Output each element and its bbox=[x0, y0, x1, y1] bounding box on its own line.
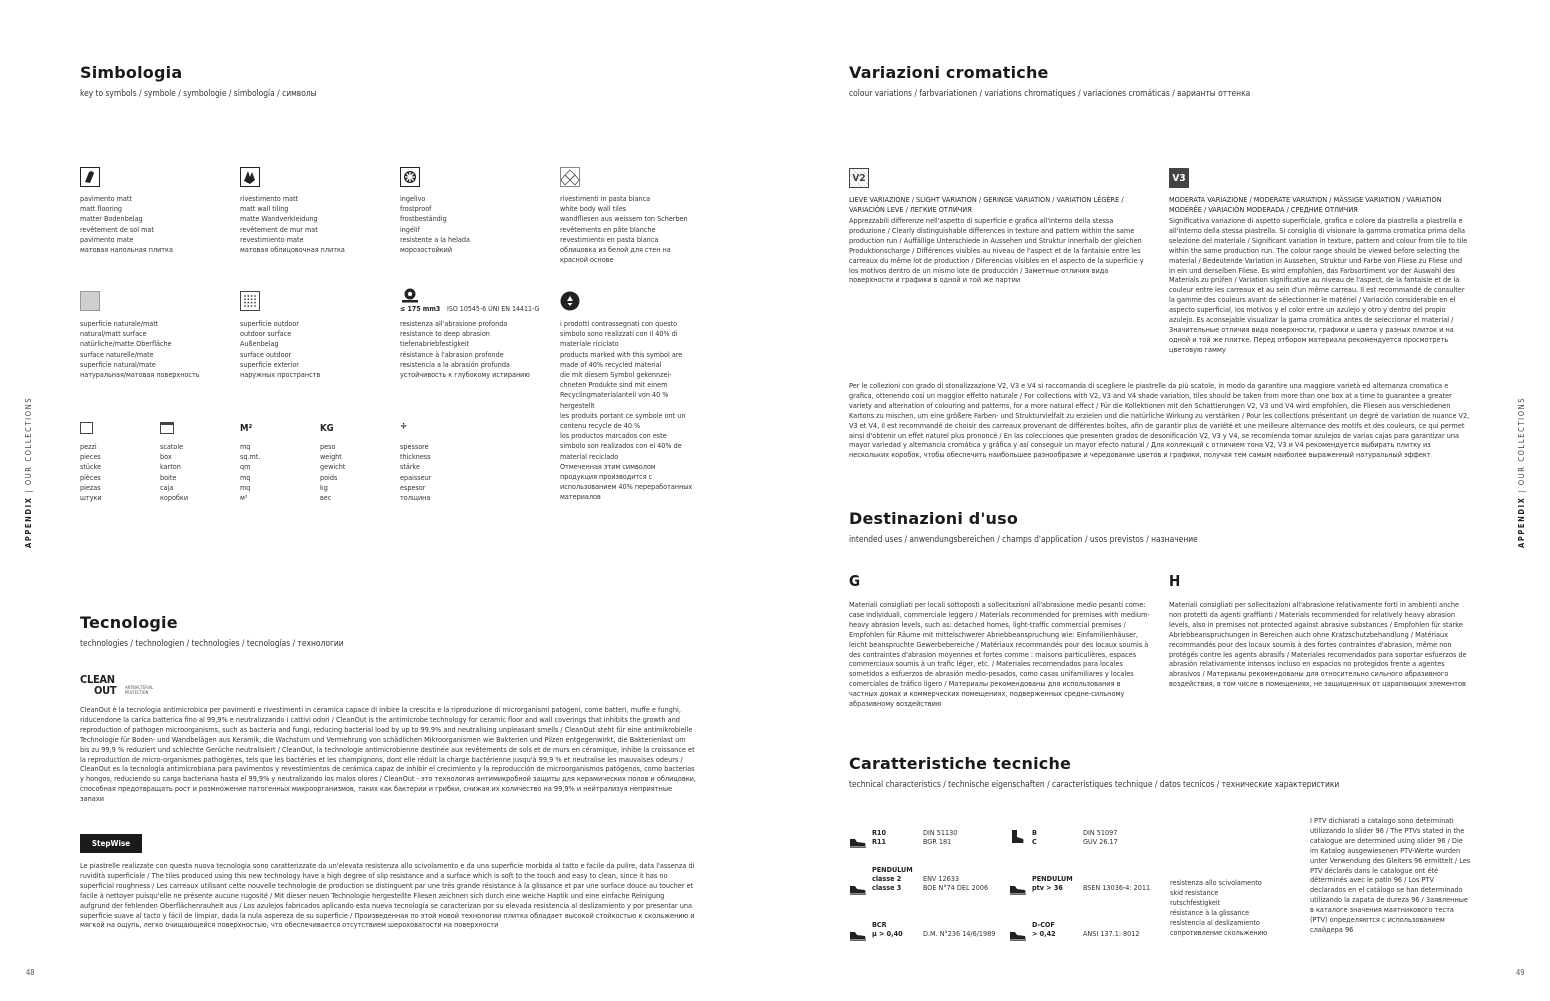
shoe-icon bbox=[1009, 880, 1027, 892]
cleanout-text: CleanOut è la tecnologia antimicrobica per pavimenti e rivestimenti in ceramica capace di inibire la crescita e la riproduzione di microrganismi patogeni, come batteri, muffe e funghi, riducendone la carica batterica fino al 99,9% e neutralizzando i cattivi odori / CleanOut is the antimicrobe technology for ceramic floor and wall coverings that inhibits the growth and reproduction of pathogen microorganisms, such as bacteria and fungi, reducing bacterial load by up to 99.9% and neutralising unpleasant smells / CleanOut steht für eine antimikrobielle Technologie für Boden- und Wandbelägen aus Keramik, die Wachstum und Vermehrung von schädlichen Mikroorganismen wie Bakterien und Pilzen entgegenwirkt, die Bakterienlast um bis zu 99,9 % reduziert und schlechte Gerüche neutralisiert / CleanOut, la technologie antimicrobienne destinée aux revêtements de sols et de murs en céramique, inhibe la croissance et la reproduction de micro-organismes pathogènes, tels que les bactéries et les champignons, dont elle réduit la charge bactérienne jusqu'à 99,9 % et neutralise les mauvaises odeurs / CleanOut es la tecnología antimicrobiana para pavimentos y revestimientos de cerámica capaz de inhibir el crecimiento y la reproducción de microorganismos patógenos, como bacterias y hongos, reduciendo su carga bacteriana hasta el 99,9% y neutralizando los malos olores / CleanOut - это технология антимикробной защиты для керамических полов и облицовки, способная предотвращать рост и размножение патогенных микроорганизмов, таких как бактерии и грибки, снижая их количество на 99,9% и нейтрализуя неприятные запахи bbox=[80, 705, 697, 804]
destinazioni-subtitle: intended uses / anwendungsbereichen / champs d'application / usos previstos / назначение bbox=[849, 534, 1198, 544]
side-label-left-rest: OUR COLLECTIONS bbox=[24, 396, 33, 486]
unit-thickness-text: spessore thickness stärke epaisseur espesor толщина bbox=[400, 442, 432, 503]
cleanout-logo-line2: OUT bbox=[94, 684, 117, 697]
shoe-icon bbox=[849, 926, 867, 938]
unit-thickness-head: ÷ bbox=[400, 421, 408, 432]
shoe-icon bbox=[1009, 926, 1027, 938]
use-h-letter: H bbox=[1169, 572, 1181, 590]
boot-icon bbox=[1009, 829, 1025, 845]
natural-surface-icon bbox=[80, 291, 100, 311]
tech-ptv-code: PENDULUM ptv > 36 bbox=[1032, 874, 1073, 893]
tech-dcof-code: D-COF > 0,42 bbox=[1032, 920, 1056, 939]
v2-text: Apprezzabili differenze nell'aspetto di superficie e grafica all'interno della stessa produzione / Clearly distinguishable differences in texture and pattern within the same production run / Auffällige Unterschiede in Aussehen und Struktur innerhalb der gleichen Produktionscharge / Différences visibles au niveau de l'aspect et de la fantaisie entre les carreaux du même lot de production / Diferencias visibles en el aspecto de la superficie y los motivos dentro de un mismo lote de producción / Заметные отличия вида поверхности и графики в одной и той же партии bbox=[849, 216, 1144, 285]
white-body-icon bbox=[560, 167, 580, 187]
symbol-abrasion-text: resistenza all'abrasione profonda resistance to deep abrasion tiefenabriebfestigkeit résistance à l'abrasion profonde resistencia a la abrasión profunda устойчивость к глубокому истиранию bbox=[400, 319, 530, 380]
tech-ptv-std: BSEN 13036-4: 2011 bbox=[1083, 883, 1151, 892]
tech-dcof-std: ANSI 137.1: 8012 bbox=[1083, 929, 1140, 938]
outdoor-surface-icon bbox=[240, 291, 260, 311]
variazioni-note: Per le collezioni con grado di stonalizzazione V2, V3 e V4 si raccomanda di scegliere le piastrelle da più scatole, in modo da garantire una maggiore varietà ed alternanza cromatica e grafica, ottenendo così un maggior effetto naturale / For collections with V2, V3 and V4 shade variation, tiles should be taken from more than one box at a time to guarantee a greater variety and alternation of colouring and patterns, for a more natural effect / Für die Kollektionen mit den Schattierungen V2, V3 und V4 wird empfohlen, die Fliesen aus verschiedenen Kartons zu mischen, um eine größere Farben- und Strukturvielfalt zu erzielen und die natürliche Wirkung zu verstärken / Pour les collections présentant un degré de variation de nuance V2, V3 et V4, il est recommandé de choisir des carreaux provenant de différentes boîtes, afin de garantir plus de variété et une meilleure alternance des motifs et des couleurs, ce qui permet ainsi d'obtenir un effet naturel plus prononcé / En las colecciones que presenten grados de desonificación V2, V3 y V4, se recomienda tomar azulejos de varias cajas para garantizar una mayor variedad y alternancia cromática y gráfica y así conseguir un mayor efecto natural / Для коллекций с отличием тона V2, V3 и V4 рекомендуется выбирать плитку из нескольких коробок, чтобы обеспечить наибольшее разнообразие и чередование цветов и графики, получая тем самым наиболее выраженный натуральный эффект bbox=[849, 381, 1470, 460]
abrasion-icon bbox=[400, 287, 420, 303]
variazioni-title: Variazioni cromatiche bbox=[849, 63, 1049, 82]
tech-bc-std: DIN 51097 GUV 26.17 bbox=[1083, 828, 1118, 847]
cleanout-logo-line1: CLEAN bbox=[80, 673, 115, 686]
wall-tile-icon bbox=[240, 167, 260, 187]
unit-m2-text: mq sq.mt. qm mq mq м² bbox=[240, 442, 261, 503]
v3-badge: V3 bbox=[1169, 168, 1189, 188]
unit-m2-head: M² bbox=[240, 423, 253, 434]
caratteristiche-title: Caratteristiche tecniche bbox=[849, 754, 1072, 773]
frost-icon bbox=[400, 167, 420, 187]
tech-pendulum-code: PENDULUM classe 2 classe 3 bbox=[872, 865, 913, 893]
piece-icon bbox=[80, 422, 93, 434]
symbol-recycled-text: i prodotti contrassegnati con questo simbolo sono realizzati con il 40% di materiale riciclato products marked with this symbol are made of 40% recycled material die mit diesem Symbol gekennzei- chneten Produkte sind mit einem Recyclingmaterialanteil von 40 % hergestellt les produits portant ce symbole ont un contenu recycle de 40 % los productos marcados con este simbolo son realizados con el 40% de material reciclado Отмеченная этим символом продукция производится с использованием 40% переработанных материалов bbox=[560, 319, 693, 502]
side-label-right-sep: | bbox=[1517, 485, 1526, 497]
page-number-right: 49 bbox=[1516, 968, 1525, 977]
tech-r10-code: R10 R11 bbox=[872, 828, 886, 847]
symbol-wall-text: rivestimento matt matt wall tiling matte Wandverkleidung revêtement de mur mat revestimiento mate матовая облицовочная плитка bbox=[240, 194, 345, 255]
tech-bc-code: B C bbox=[1032, 828, 1037, 847]
cleanout-logo bbox=[80, 675, 170, 699]
unit-kg-head: KG bbox=[320, 423, 334, 434]
box-icon bbox=[160, 422, 174, 434]
stepwise-logo: StepWise bbox=[80, 834, 142, 853]
slip-resistance-label: resistenza allo scivolamento skid resistance rutschfestigkeit résistance à la glissance resistencia al deslizamiento сопротивление скольжению bbox=[1170, 878, 1268, 937]
caratteristiche-subtitle: technical characteristics / technische eigenschaften / caracteristiques technique / datos tecnicos / технические характеристики bbox=[849, 779, 1340, 789]
unit-kg-text: peso weight gewicht poids kg вес bbox=[320, 442, 346, 503]
tecnologie-subtitle: technologies / technologien / technologies / tecnologías / технологии bbox=[80, 638, 344, 648]
side-label-left bbox=[24, 397, 33, 548]
symbol-white-body-text: rivestimenti in pasta bianca white body wall tiles wandfliesen aus weissem ton Scherben revêtements en pâte blanche revestimiento en pasta blanca облицовка из белой для стен на красной основе bbox=[560, 194, 688, 265]
v2-heading: LIEVE VARIAZIONE / SLIGHT VARIATION / GERINGE VARIATION / VARIATION LÉGÈRE / VARIACIÓN LEVE / ЛЕГКИЕ ОТЛИЧИЯ bbox=[849, 195, 1124, 214]
abrasion-norm: ISO 10545-6 UNI EN 14411-G bbox=[447, 305, 540, 313]
symbol-natural-text: superficie naturale/matt natural/matt surface natürliche/matte Oberfläche surface naturelle/mate superficie natural/mate натуральная/матовая поверхность bbox=[80, 319, 200, 380]
v3-text: Significativa variazione di aspetto superficiale, grafica e colore da piastrella a piastrella e all'interno della stessa piastrella. Si consiglia di visionare la gamma cromatica prima della selezione del materiale / Significant variation in texture, pattern and colour from tile to tile within the same production run. The colour range should be viewed before selecting the material / Bedeutende Variation in Aussehen, Struktur und Farbe von Fliese zu Fliese und in ein und derselben Fliese. Es wird empfohlen, das Farbsortiment vor der Auswahl des Materials zu prüfen / Variation significative au niveau de l'aspect, de la fantaisie et de la couleur entre les carreaux et au sein d'un même carreau. Il est recommandé de consulter la gamme des couleurs avant de sélectionner le matériel / Variación considerable en el aspecto superficial, los motivos y el color entre un azulejo y otro y dentro del propio azulejo. Es aconsejable visualizar la gama cromática antes de seleccionar el material / Значительные отличия вида поверхности, графики и цвета у разных плиток и на одной и той же плитке. Перед отбором материала рекомендуется просмотреть цветовую гамму bbox=[1169, 216, 1468, 354]
side-label-right bbox=[1517, 397, 1526, 548]
use-h-text: Materiali consigliati per sollecitazioni all'abrasione relativamente forti in ambienti anche non protetti da agenti graffianti / Materials recommended for relatively heavy abrasion levels, also in premises not protected against abrasive substances / Empfohlen für starke Abriebbeanspruchungen in Bereichen auch ohne Kratzschutzbehandlung / Matériaux recommandés pour des locaux soumis à des fortes contraintes d'abrasion, même non protégés contre les agents abrasifs / Materiales recomendados para soportar esfuerzos de abrasión relativamente intensos incluso en espacios no protegidos frente a agentes abrasivos / Материалы рекомендованы для относительно сильного абразивного воздействия, в том числе в помещениях, не защищенных от царапающих элементов bbox=[1169, 600, 1467, 689]
tech-r10-std: DIN 51130 BGR 181 bbox=[923, 828, 958, 847]
use-g-text: Materiali consigliati per locali sottoposti a sollecitazioni all'abrasione medio pesanti come: case individuali, commerciale leggero / Materials recommended for premises with medium-heavy abrasion levels, such as: detached homes, light-traffic commercial premises / Empfohlen für Räume mit mittelschwerer Abriebbeanspruchung wie: Einfamilienhäuser, leicht beanspruchte Gewerbebereiche / Matériaux recommandés pour des locaux soumis à des contraintes d'abrasion moyennes et fortes comme : maisons particulières, espaces commerciaux soumis à un trafic léger, etc. / Materiales recomendados para locales sometidos a esfuerzos de abrasión medio-pesados, como casas unifamiliares y locales comerciales de tráfico ligero / Материалы рекомендованы для использования в частных домах и коммерческих помещениях, подверженных средне-сильному абразивному воздействию bbox=[849, 600, 1150, 709]
ptv-note: I PTV dichiarati a catalogo sono determinati utilizzando lo slider 96 / The PTVs stated in the catalogue are determined using slider 96 / Die im Katalog ausgewiesenen PTV-Werte wurden unter Verwendung des Gleiters 96 ermittelt / Les PTV déclarés dans le catalogue ont été déterminés avec le patin 96 / Los PTV declarados en el catálogo se han determinado utilizando la zapata de dureza 96 / Заявленные в каталоге значения маятникового теста (PTV) определяются с использованием слайдера 96 bbox=[1310, 816, 1471, 934]
symbol-floor-text: pavimento matt matt flooring matter Bodenbelag revêtement de sol mat pavimento mate матовая напольная плитка bbox=[80, 194, 173, 255]
variazioni-subtitle: colour variations / farbvariationen / variations chromatiques / variaciones cromáticas / варианты оттенка bbox=[849, 88, 1251, 98]
v2-badge: V2 bbox=[849, 168, 869, 188]
side-label-left-bold: APPENDIX bbox=[24, 496, 33, 548]
symbol-frost-text: ingelivo frostproof frostbeständig ingélif resistente a la helada морозостойкий bbox=[400, 194, 470, 255]
tecnologie-title: Tecnologie bbox=[80, 613, 178, 632]
tech-bcr-code: BCR μ > 0,40 bbox=[872, 920, 903, 939]
stepwise-text: Le piastrelle realizzate con questa nuova tecnologia sono caratterizzate da un'elevata resistenza allo scivolamento e da una superficie morbida al tatto e facile da pulire, data l'assenza di ruvidità superficiale / The tiles produced using this new technology have a high degree of slip resistance and a surface which is soft to the touch and easy to clean, since it has no superficial roughness / Les carreaux utilisant cette nouvelle technologie de production se distinguent par une très grande résistance à la glissance et par une surface douce au toucher et facile à nettoyer puisqu'elle ne présente aucune rugosité / Mit dieser neuen Technologie hergestellte Fliesen zeichnen sich durch eine weiche Haptik und eine einfache Reinigung aufgrund der fehlenden Oberflächenrauheit aus / Los azulejos fabricados aplicando esta nueva tecnología se caracterizan por su elevada resistencia al deslizamiento y por presentar una superficie suave al tacto y fácil de limpiar, dada la nula aspereza de su superficie / Произведенная по этой новой технологии плитка обладает высокой стойкостью к скольжению и мягкой на ощупь, легко очищающейся поверхностью, что обеспечивается отсутствием шероховатости на поверхности bbox=[80, 861, 695, 930]
shoe-icon bbox=[849, 880, 867, 892]
symbol-outdoor-text: superficie outdoor outdoor surface Außenbelag surface outdoor superficie exterior наружных пространств bbox=[240, 319, 321, 380]
recycled-icon bbox=[560, 291, 580, 311]
page-number-left: 48 bbox=[26, 968, 35, 977]
destinazioni-title: Destinazioni d'uso bbox=[849, 509, 1019, 528]
floor-tile-icon bbox=[80, 167, 100, 187]
unit-box-text: scatole box karton boite caja коробки bbox=[160, 442, 189, 503]
abrasion-value: ≤ 175 mm3 bbox=[400, 305, 441, 313]
simbologia-title: Simbologia bbox=[80, 63, 183, 82]
cleanout-logo-small: ANTIBACTERIAL PROTECTION bbox=[125, 685, 154, 695]
use-g-letter: G bbox=[849, 572, 861, 590]
tech-bcr-std: D.M. N°236 14/6/1989 bbox=[923, 929, 996, 938]
side-label-right-bold: APPENDIX bbox=[1517, 496, 1526, 548]
unit-pieces-text: pezzi pieces stücke pièces piezas штуки bbox=[80, 442, 102, 503]
simbologia-subtitle: key to symbols / symbole / symbologie / simbología / символы bbox=[80, 88, 317, 98]
shoe-icon bbox=[849, 833, 867, 845]
side-label-right-rest: OUR COLLECTIONS bbox=[1517, 396, 1526, 486]
v3-heading: MODERATA VARIAZIONE / MODERATE VARIATION / MÄSSIGE VARIATION / VARIATION MODÉRÉE / VARIACIÓN MODERADA / СРЕДНИЕ ОТЛИЧИЯ bbox=[1169, 195, 1442, 214]
side-label-left-sep: | bbox=[24, 485, 33, 497]
tech-pendulum-std: ENV 12633 BOE N°74 DEL 2006 bbox=[923, 874, 989, 893]
